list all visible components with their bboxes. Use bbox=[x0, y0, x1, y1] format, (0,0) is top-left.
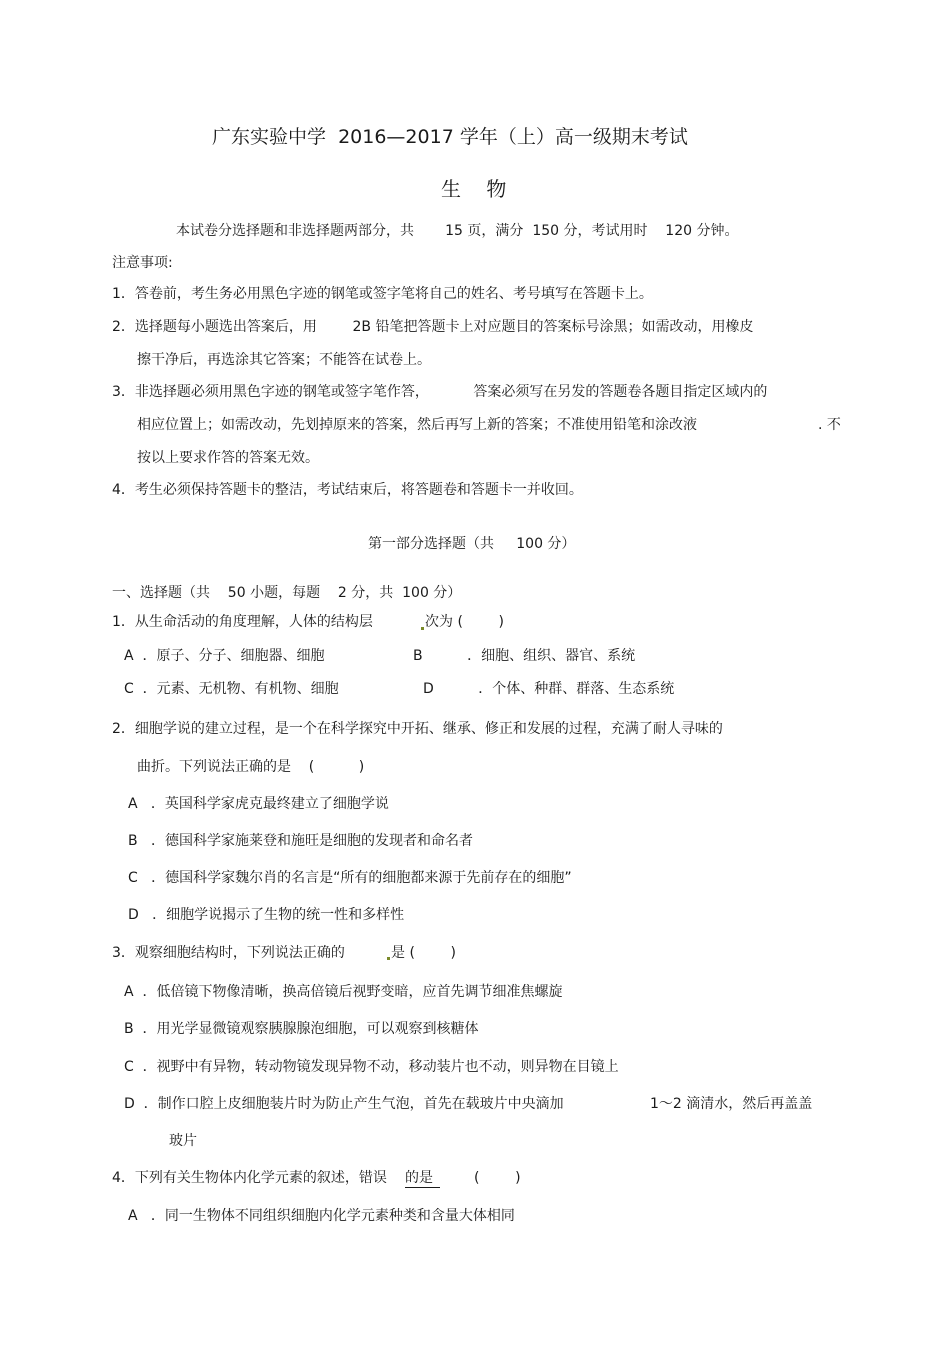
q1-option-b: B ．细胞、组织、器官、系统 bbox=[413, 648, 636, 664]
q3-option-b: B ．用光学显微镜观察胰腺腺泡细胞，可以观察到核糖体 bbox=[124, 1021, 479, 1037]
q3-option-c: C ．视野中有异物，转动物镜发现异物不动，移动装片也不动，则异物在目镜上 bbox=[124, 1059, 619, 1075]
notice-item-3-line-1: 3．非选择题必须用黑色字迹的钢笔或签字笔作答， 答案必须写在另发的答题卷各题目指定区域内的 bbox=[112, 384, 768, 400]
notice-item-3-line-2: 相应位置上；如需改动，先划掉原来的答案，然后再写上新的答案；不准使用铅笔和涂改液 bbox=[137, 417, 697, 433]
notice-item-4: 4．考生必须保持答题卡的整洁，考试结束后，将答题卷和答题卡一并收回。 bbox=[112, 482, 583, 498]
q4-stem-end: ( ) bbox=[474, 1170, 521, 1186]
q3-stem: 3．观察细胞结构时，下列说法正确的 bbox=[112, 945, 345, 961]
q3-stem-end: 是 ( ) bbox=[391, 945, 456, 961]
q2-option-b: B ．德国科学家施莱登和施旺是细胞的发现者和命名者 bbox=[128, 833, 473, 849]
q3-option-d: D ．制作口腔上皮细胞装片时为防止产生气泡，首先在载玻片中央滴加 bbox=[124, 1096, 564, 1112]
underline bbox=[405, 1187, 440, 1188]
q3-option-d-end: 1～2 滴清水，然后再盖盖 bbox=[650, 1096, 813, 1112]
notice-item-3-line-3: 按以上要求作答的答案无效。 bbox=[137, 450, 319, 466]
q1-stem: 1．从生命活动的角度理解，人体的结构层 bbox=[112, 614, 373, 630]
q2-option-a: A ．英国科学家虎克最终建立了细胞学说 bbox=[128, 796, 389, 812]
q4-stem: 4．下列有关生物体内化学元素的叙述，错误 bbox=[112, 1170, 387, 1186]
exam-title: 广东实验中学 2016—2017 学年（上）高一级期末考试 bbox=[212, 126, 688, 148]
section-heading: 一、选择题（共 50 小题，每题 2 分，共 100 分） bbox=[112, 585, 462, 601]
notice-item-2-line-2: 擦干净后，再选涂其它答案；不能答在试卷上。 bbox=[137, 352, 431, 368]
stray-mark bbox=[387, 957, 390, 960]
q4-stem-underlined: 的是 bbox=[405, 1170, 433, 1186]
notice-item-3-line-2-end: . 不 bbox=[818, 417, 841, 433]
q2-option-c: C ．德国科学家魏尔肖的名言是“所有的细胞都来源于先前存在的细胞” bbox=[128, 870, 572, 886]
notice-item-2-line-1: 2．选择题每小题选出答案后，用 2B 铅笔把答题卡上对应题目的答案标号涂黑；如需改动，用橡皮 bbox=[112, 319, 754, 335]
intro-text: 本试卷分选择题和非选择题两部分，共 15 页，满分 150 分，考试用时 120 分钟。 bbox=[176, 223, 739, 239]
q3-option-a: A ．低倍镜下物像清晰，换高倍镜后视野变暗，应首先调节细准焦螺旋 bbox=[124, 984, 563, 1000]
notice-heading: 注意事项: bbox=[112, 255, 173, 271]
stray-mark bbox=[421, 627, 424, 630]
q3-option-d-line-2: 玻片 bbox=[169, 1133, 197, 1149]
q4-option-a: A ．同一生物体不同组织细胞内化学元素种类和含量大体相同 bbox=[128, 1208, 515, 1224]
q1-option-a: A ．原子、分子、细胞器、细胞 bbox=[124, 648, 325, 664]
q1-option-c: C ．元素、无机物、有机物、细胞 bbox=[124, 681, 339, 697]
notice-item-1: 1．答卷前，考生务必用黑色字迹的钢笔或签字笔将自己的姓名、考号填写在答题卡上。 bbox=[112, 286, 653, 302]
q2-stem-line-2: 曲折。下列说法正确的是 ( ) bbox=[137, 759, 365, 775]
q2-option-d: D ．细胞学说揭示了生物的统一性和多样性 bbox=[128, 907, 405, 923]
q2-stem-line-1: 2．细胞学说的建立过程，是一个在科学探究中开拓、继承、修正和发展的过程，充满了耐人寻味的 bbox=[112, 721, 723, 737]
subject-title: 生 物 bbox=[441, 177, 507, 201]
part-one-heading: 第一部分选择题（共 100 分） bbox=[368, 536, 576, 552]
q1-option-d: D ．个体、种群、群落、生态系统 bbox=[423, 681, 675, 697]
q1-stem-end: 次为 ( ) bbox=[425, 614, 504, 630]
